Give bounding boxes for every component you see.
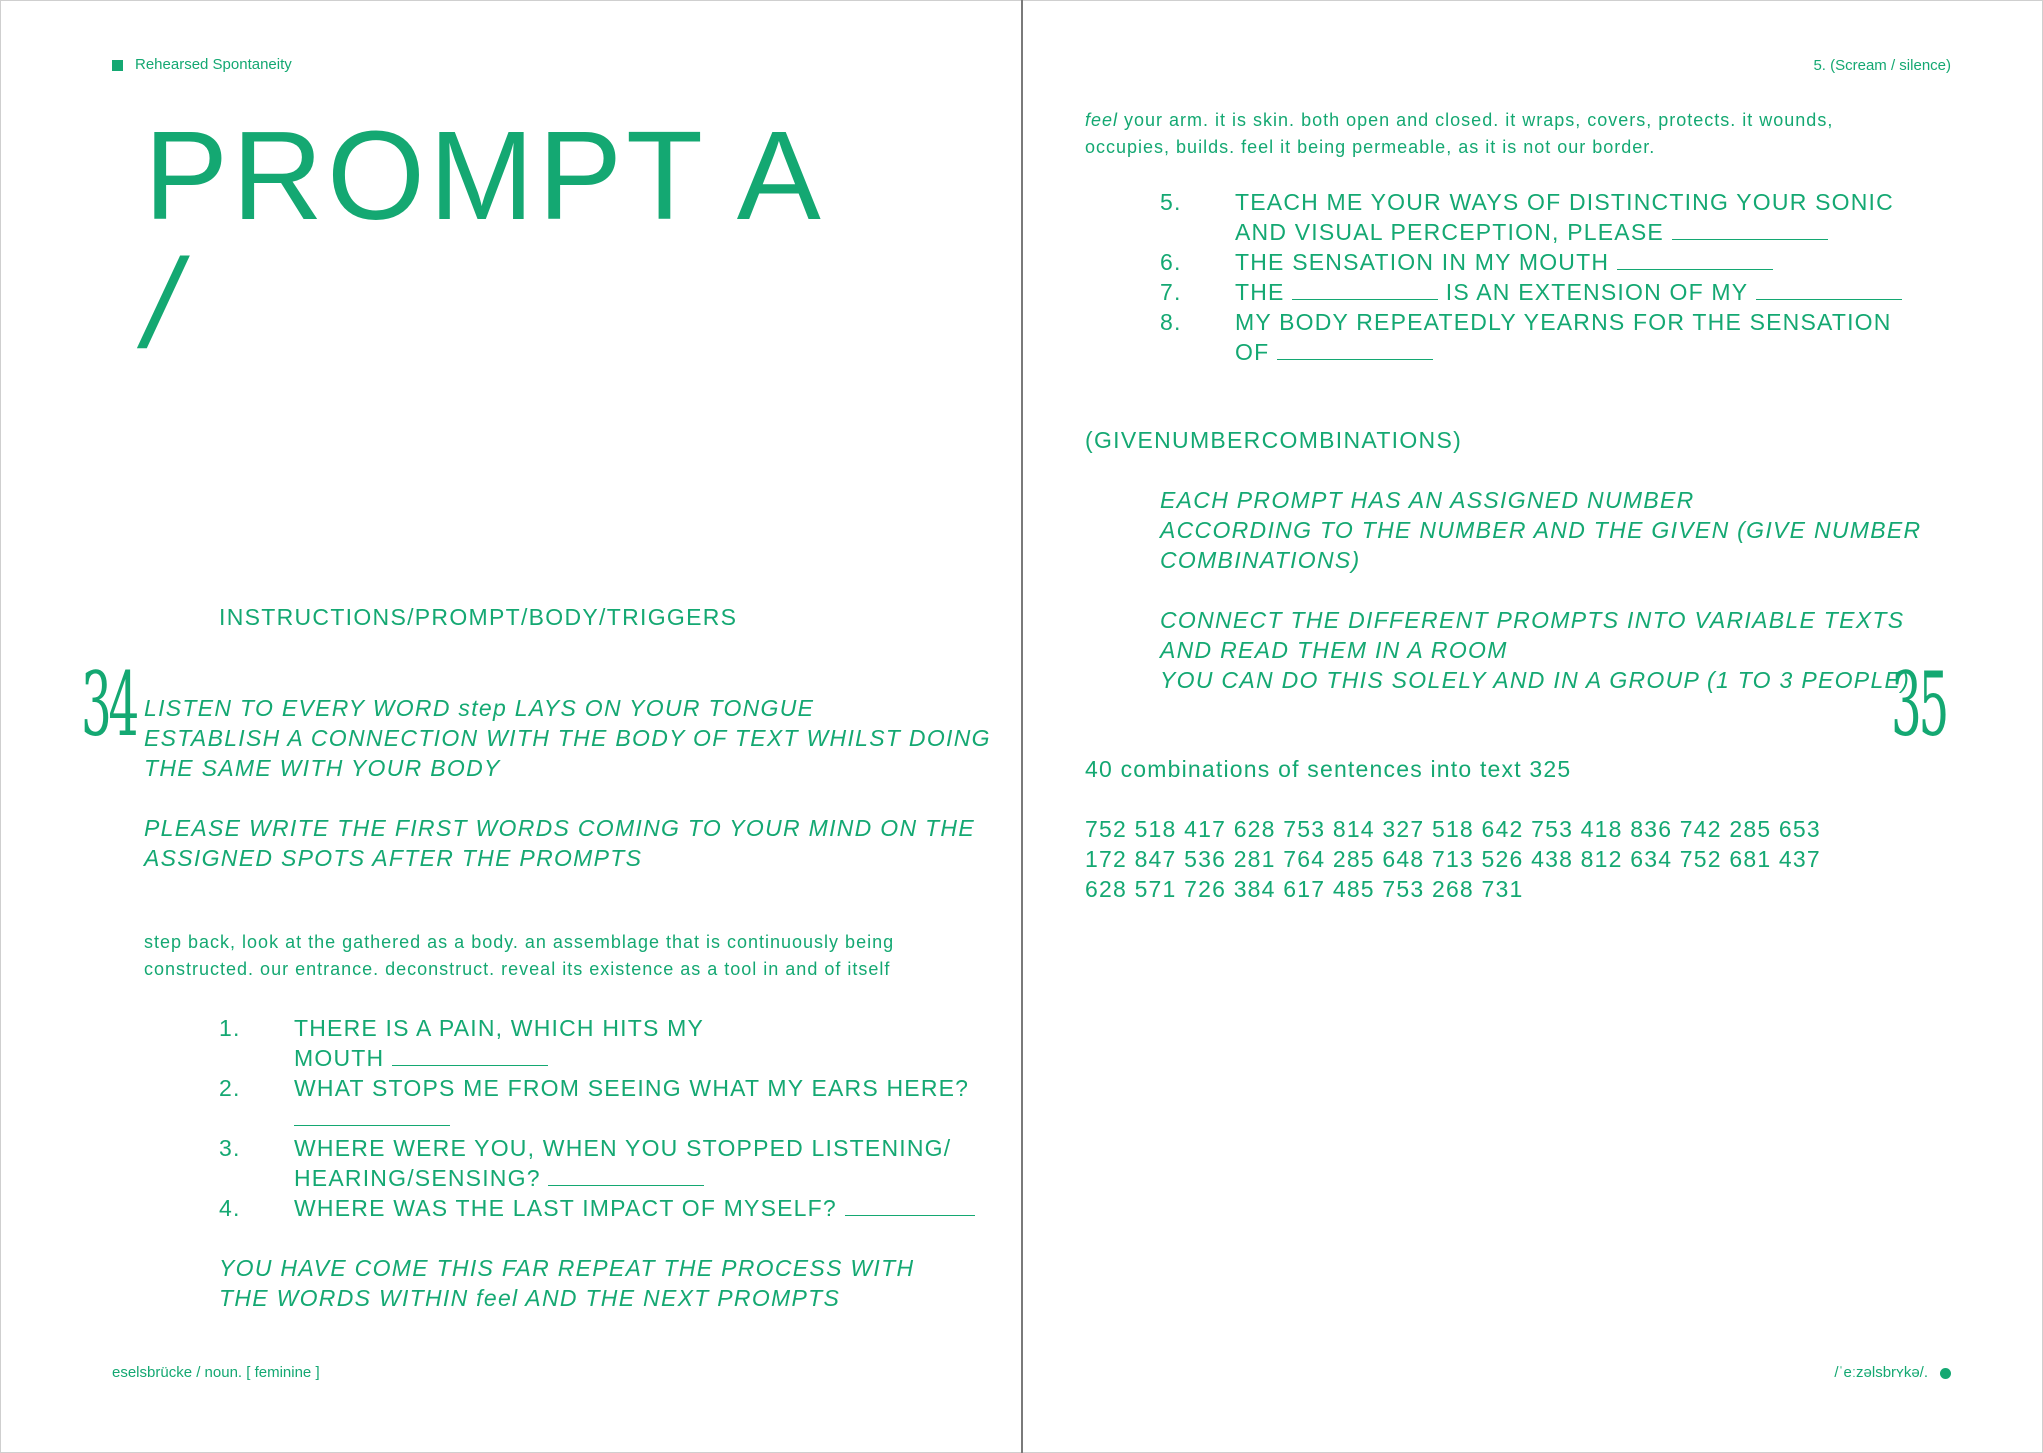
number-line: 628 571 726 384 617 485 753 268 731 bbox=[1085, 876, 1524, 902]
page-number: 35 bbox=[1891, 653, 1946, 756]
prompt-number: 5. bbox=[1160, 189, 1182, 215]
prompt-text: IS AN EXTENSION OF MY bbox=[1445, 279, 1748, 305]
page-number: 34 bbox=[81, 653, 136, 756]
rule-line: ACCORDING TO THE NUMBER AND THE GIVEN (GIVE NUMBER bbox=[1160, 517, 1922, 543]
prompt-list-left bbox=[219, 1013, 979, 1223]
rule-line: CONNECT THE DIFFERENT PROMPTS INTO VARIABLE TEXTS bbox=[1160, 607, 1905, 633]
prompt-text: MY BODY REPEATEDLY YEARNS FOR THE SENSATION bbox=[1235, 309, 1892, 335]
list-item bbox=[219, 1073, 979, 1133]
number-line: 752 518 417 628 753 814 327 518 642 753 418 836 742 285 653 bbox=[1085, 816, 1821, 842]
body-line: step back, look at the gathered as a body. an assemblage that is continuously being bbox=[144, 932, 895, 952]
instruction-line: ESTABLISH A CONNECTION WITH THE BODY OF TEXT WHILST DOING bbox=[144, 725, 991, 751]
intro-text: your arm. it is skin. both open and closed. it wraps, covers, protects. it wounds, bbox=[1118, 110, 1834, 130]
combinations-caption: 40 combinations of sentences into text 325 bbox=[1085, 756, 1572, 782]
instruction-line: PLEASE WRITE THE FIRST WORDS COMING TO YOUR MIND ON THE bbox=[144, 815, 975, 841]
prompt-number: 2. bbox=[219, 1075, 241, 1101]
list-item bbox=[219, 1013, 979, 1073]
prompt-text: THE bbox=[1235, 279, 1285, 305]
answer-blank[interactable] bbox=[1756, 277, 1902, 300]
footer-left: eselsbrücke / noun. [ feminine ] bbox=[112, 1364, 320, 1381]
rule-line: EACH PROMPT HAS AN ASSIGNED NUMBER bbox=[1160, 487, 1695, 513]
header-text: Rehearsed Spontaneity bbox=[135, 56, 292, 73]
number-line: 172 847 536 281 764 285 648 713 526 438 812 634 752 681 437 bbox=[1085, 846, 1821, 872]
left-page bbox=[0, 0, 1021, 1453]
body-line: constructed. our entrance. deconstruct. reveal its existence as a tool in and of itself bbox=[144, 959, 891, 979]
instructions-block-1 bbox=[144, 693, 991, 783]
prompt-number: 1. bbox=[219, 1015, 241, 1041]
rule-line: COMBINATIONS) bbox=[1160, 547, 1361, 573]
instruction-line: THE SAME WITH YOUR BODY bbox=[144, 755, 501, 781]
closing-line: YOU HAVE COME THIS FAR REPEAT THE PROCESS WITH bbox=[219, 1255, 915, 1281]
answer-blank[interactable] bbox=[1292, 277, 1438, 300]
number-combinations bbox=[1085, 814, 1821, 904]
instruction-line: LISTEN TO EVERY WORD step LAYS ON YOUR TONGUE bbox=[144, 695, 815, 721]
intro-text: occupies, builds. feel it being permeable, as it is not our border. bbox=[1085, 137, 1656, 157]
running-header-left bbox=[112, 56, 292, 73]
prompt-number: 7. bbox=[1160, 279, 1182, 305]
prompt-text: MOUTH bbox=[294, 1045, 385, 1071]
prompt-text: TEACH ME YOUR WAYS OF DISTINCTING YOUR SONIC bbox=[1235, 189, 1894, 215]
prompt-text: HEARING/SENSING? bbox=[294, 1165, 541, 1191]
footer-right bbox=[1834, 1364, 1951, 1381]
page-title: PROMPT A bbox=[144, 105, 825, 246]
rules-block-1 bbox=[1160, 485, 1921, 575]
closing-instructions bbox=[219, 1253, 914, 1313]
answer-blank[interactable] bbox=[294, 1103, 450, 1126]
prompt-number: 6. bbox=[1160, 249, 1182, 275]
body-paragraph bbox=[144, 929, 894, 983]
list-item bbox=[219, 1193, 979, 1223]
answer-blank[interactable] bbox=[845, 1193, 975, 1216]
subheading: INSTRUCTIONS/PROMPT/BODY/TRIGGERS bbox=[219, 604, 738, 630]
instructions-block-2 bbox=[144, 813, 975, 873]
footer-text: /ˈeːzəlsbrʏkə/. bbox=[1834, 1364, 1928, 1381]
closing-line: THE WORDS WITHIN feel AND THE NEXT PROMPTS bbox=[219, 1285, 841, 1311]
intro-paragraph bbox=[1085, 107, 1833, 161]
rule-line: AND READ THEM IN A ROOM bbox=[1160, 637, 1508, 663]
rule-line: YOU CAN DO THIS SOLELY AND IN A GROUP (1 TO 3 PEOPLE) bbox=[1160, 667, 1911, 693]
list-item bbox=[1160, 277, 1920, 307]
title-slash: / bbox=[144, 233, 180, 374]
prompt-text: WHAT STOPS ME FROM SEEING WHAT MY EARS HERE? bbox=[294, 1075, 970, 1101]
prompt-text: WHERE WERE YOU, WHEN YOU STOPPED LISTENING/ bbox=[294, 1135, 952, 1161]
list-item bbox=[219, 1133, 979, 1193]
square-bullet-icon bbox=[112, 60, 123, 71]
answer-blank[interactable] bbox=[548, 1163, 704, 1186]
intro-emphasis: feel bbox=[1085, 110, 1119, 130]
prompt-number: 4. bbox=[219, 1195, 241, 1221]
answer-blank[interactable] bbox=[1277, 337, 1433, 360]
prompt-number: 3. bbox=[219, 1135, 241, 1161]
answer-blank[interactable] bbox=[1617, 247, 1773, 270]
prompt-number: 8. bbox=[1160, 309, 1182, 335]
prompt-text: AND VISUAL PERCEPTION, PLEASE bbox=[1235, 219, 1664, 245]
rules-block-2 bbox=[1160, 605, 1910, 695]
section-heading: (GIVENUMBERCOMBINATIONS) bbox=[1085, 427, 1463, 453]
answer-blank[interactable] bbox=[1672, 217, 1828, 240]
prompt-text: OF bbox=[1235, 339, 1270, 365]
prompt-list-right bbox=[1160, 187, 1920, 367]
running-header-right: 5. (Scream / silence) bbox=[1813, 57, 1951, 74]
list-item bbox=[1160, 307, 1920, 367]
instruction-line: ASSIGNED SPOTS AFTER THE PROMPTS bbox=[144, 845, 643, 871]
answer-blank[interactable] bbox=[392, 1043, 548, 1066]
right-page bbox=[1023, 0, 2043, 1453]
circle-bullet-icon bbox=[1940, 1368, 1951, 1379]
prompt-text: THE SENSATION IN MY MOUTH bbox=[1235, 249, 1610, 275]
list-item bbox=[1160, 247, 1920, 277]
prompt-text: THERE IS A PAIN, WHICH HITS MY bbox=[294, 1015, 705, 1041]
prompt-text: WHERE WAS THE LAST IMPACT OF MYSELF? bbox=[294, 1195, 837, 1221]
list-item bbox=[1160, 187, 1920, 247]
